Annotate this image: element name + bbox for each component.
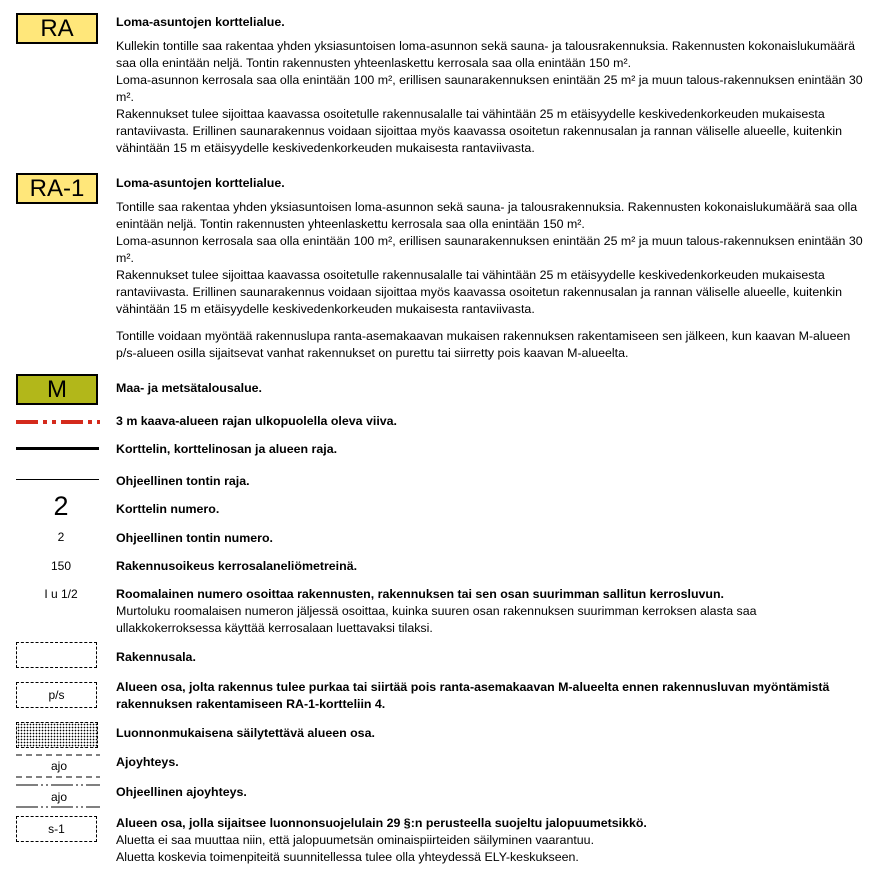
block-line-title-text: Korttelin, korttelinosan ja alueen raja. [116, 442, 338, 456]
ra1-text-3: Rakennukset tulee sijoittaa kaavassa osoitetulle rakennusalalle tai vähintään 25 m etäisyydelle keskivedenkorkeuden mukaisesta rantaviivasta. Erillinen saunarakennus voidaan sijoittaa myös kaavassa osoitetun rakennusalan ja rannan väliselle alueelle, kuitenkin vähintään 15 m etäisyydelle keskivedenkorkeuden mukaisesta rantaviivasta. [116, 268, 842, 316]
red-line-title-text: 3 m kaava-alueen rajan ulkopuolella oleva viiva. [116, 414, 397, 428]
ps-title-text: Alueen osa, jolta rakennus tulee purkaa tai siirtää pois ranta-asemakaavan M-alueelta ennen rakennusluvan myöntämistä rakennuksen rakentamiseen RA-1-kortteliin 4. [116, 680, 830, 711]
ra1-text-extra: Tontille voidaan myöntää rakennuslupa ranta-asemakaavan mukaisen rakennuksen rakentamiseen sen jälkeen, kun kaavan M-alueen p/s-alueen osilla sijaitsevat vanhat rakennukset on purettu tai siirretty pois kaavan M-alueelta. [116, 329, 851, 360]
plot-line-title-text: Ohjeellinen tontin raja. [116, 474, 250, 488]
ra1-symbol: RA-1 [16, 173, 98, 204]
ohjeellinen-ajo-title-text: Ohjeellinen ajoyhteys. [116, 785, 247, 799]
ajo-title [116, 754, 868, 771]
floors-text: Murtoluku roomalaisen numeron jäljessä osoittaa, kuinka suuren osan rakennuksen suurimman kerroksen alasta saa ullakkokerroksessa käyttää kerrosalaan luettavaksi tilaksi. [116, 604, 757, 635]
ra-symbol: RA [16, 13, 98, 44]
block-number-symbol: 2 [53, 491, 69, 521]
area-title-text: Rakennusoikeus kerrosalaneliömetreinä. [116, 559, 358, 573]
block-number-title-text: Korttelin numero. [116, 502, 220, 516]
ra-text-3: Rakennukset tulee sijoittaa kaavassa osoitetulle rakennusalalle tai vähintään 25 m etäisyydelle keskivedenkorkeuden mukaisesta rantaviivasta. Erillinen saunarakennus voidaan sijoittaa myös kaavassa osoitetun rakennusalan ja rannan väliselle alueelle, kuitenkin vähintään 15 m etäisyydelle keskivedenkorkeuden mukaisesta rantaviivasta. [116, 107, 842, 155]
floors-description [116, 586, 868, 637]
ra1-title: Loma-asuntojen korttelialue. [116, 176, 285, 190]
floors-symbol: I u 1/2 [44, 587, 78, 601]
building-area-title-text: Rakennusala. [116, 650, 196, 664]
s1-title: Alueen osa, jolla sijaitsee luonnonsuojelulain 29 §:n perusteella suojeltu jalopuumetsikkö. [116, 816, 647, 830]
ajo-symbol-label: ajo [50, 759, 67, 773]
area-title [116, 558, 868, 575]
red-line-title [116, 413, 868, 430]
building-area-symbol [16, 642, 97, 668]
nature-title [116, 725, 868, 742]
building-area-title [116, 649, 868, 666]
block-line-title [116, 441, 868, 458]
block-border-line [16, 447, 99, 450]
ra1-text-2: Loma-asunnon kerrosala saa olla enintään 100 m², erillisen saunarakennuksen enintään 25 m² ja muun talous-rakennuksen enintään 30 m². [116, 234, 863, 265]
ohjeellinen-ajo-label: ajo [50, 790, 67, 804]
ps-title [116, 679, 868, 713]
plot-number-symbol: 2 [57, 530, 65, 544]
ra-text-2: Loma-asunnon kerrosala saa olla enintään 100 m², erillisen saunarakennuksen enintään 25 m² ja muun talous-rakennuksen enintään 30 m². [116, 73, 863, 104]
ohjeellinen-ajo-title [116, 784, 868, 801]
m-title-text: Maa- ja metsätalousalue. [116, 381, 262, 395]
s1-text-1: Aluetta ei saa muuttaa niin, että jalopuumetsän ominaispiirteiden säilyminen vaarantuu. [116, 833, 595, 847]
ra1-description [116, 175, 868, 362]
nature-area-symbol [16, 722, 98, 748]
plot-number-title-text: Ohjeellinen tontin numero. [116, 531, 273, 545]
ajo-title-text: Ajoyhteys. [116, 755, 179, 769]
red-dashed-line [16, 418, 100, 426]
ra1-text-1: Tontille saa rakentaa yhden yksiasuntoisen loma-asunnon sekä sauna- ja talousrakennuksia. Rakennusten kokonaislukumäärä saa olla enintään neljä. Tontin rakennusten yhteenlaskettu kerrosala saa olla enintään 150 m². [116, 200, 858, 231]
s1-text-2: Aluetta koskevia toimenpiteitä suunnitellessa tulee olla yhteydessä ELY-keskukseen. [116, 850, 579, 864]
m-title [116, 380, 868, 397]
nature-title-text: Luonnonmukaisena säilytettävä alueen osa. [116, 726, 375, 740]
plot-line-title [116, 473, 868, 490]
ra-text-1: Kullekin tontille saa rakentaa yhden yksiasuntoisen loma-asunnon sekä sauna- ja talousrakennuksia. Rakennusten kokonaislukumäärä saa olla enintään neljä. Tontin rakennusten yhteenlaskettu kerrosala saa olla enintään 150 m². [116, 39, 856, 70]
area-symbol: 150 [50, 559, 72, 573]
floors-title: Roomalainen numero osoittaa rakennusten, rakennuksen tai sen osan suurimman sallitun kerrosluvun. [116, 587, 724, 601]
plot-border-line [16, 479, 99, 480]
m-symbol: M [16, 374, 98, 405]
ra-description [116, 14, 868, 157]
s1-description [116, 815, 868, 866]
ps-symbol: p/s [16, 682, 97, 708]
s1-symbol: s-1 [16, 816, 97, 842]
ra-title: Loma-asuntojen korttelialue. [116, 15, 285, 29]
block-number-title [116, 501, 868, 518]
plot-number-title [116, 530, 868, 547]
